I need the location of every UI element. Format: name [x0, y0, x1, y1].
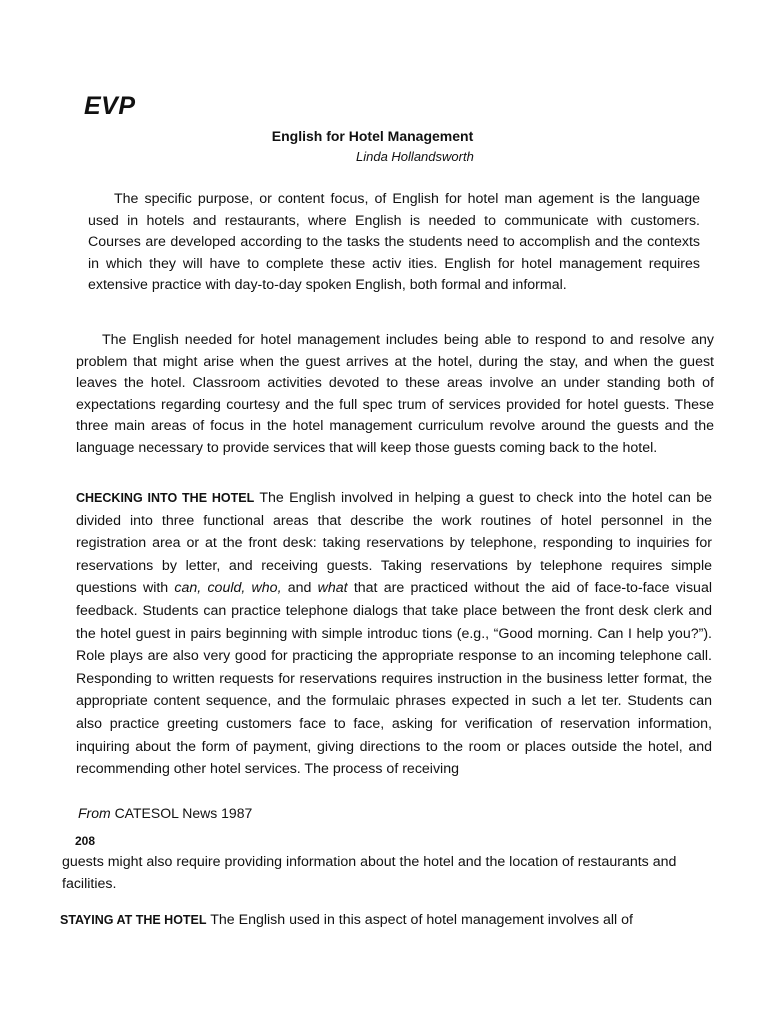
paragraph-checking-in-text-2: that are practiced without the aid of face-to-face visual feedback. Students can practice telephone dialogs that take place between the front desk clerk and the hotel guest in pairs beginning with simple introduc tions (e.g., “Good morning. Can I help you?”). Role plays are also very good for practicing the appropriate response to an incoming telephone call. Responding to written requests for reservations requires instruction in the business letter format, the appropriate content sequence, and the formulaic phrases expected in such a let ter. Students can also practice greeting customers face to face, asking for verification of reservation information, inquiring about the form of payment, giving directions to the room or places outside the hotel, and recommending other hotel services. The process of receiving — [76, 580, 712, 778]
paragraph-guests-continued: guests might also require providing information about the hotel and the location of restaurants and facilities. — [62, 854, 677, 892]
source-note — [78, 805, 252, 821]
article-author: Linda Hollandsworth — [356, 149, 474, 164]
paragraph-needs-text: The English needed for hotel management includes being able to respond to and resolve any problem that might arise when the guest arrives at the hotel, during the stay, and when the guest leaves the hotel. Classroom activities devoted to these areas involve an under standing both of expectations regarding courtesy and the full spec trum of services provided for hotel guests. These three main areas of focus in the hotel management curriculum revolve around the guests and the language necessary to provide services that will keep those guests coming back to the hotel. — [76, 332, 714, 456]
paragraph-staying-text: The English used in this aspect of hotel management involves all of — [206, 912, 633, 928]
conjunction-text: and — [281, 580, 318, 597]
paragraph-intro-text: The specific purpose, or content focus, of English for hotel man agement is the language used in hotels and restaurants, where English is needed to communicate with customers. Courses are developed according to the tasks the students need to accomplish and the contexts in which they will have to complete these activ ities. English for hotel management requires extensive practice with day-to-day spoken English, both formal and informal. — [88, 191, 700, 294]
paragraph-checking-in-text-1: The English involved in helping a guest to check into the hotel can be divided into three functional areas that describe the work routines of hotel personnel in the registration area or at the front desk: taking reservations by telephone, responding to inquiries for reservations by letter, and receiving guests. Taking reservations by telephone requires simple questions with — [76, 490, 712, 597]
paragraph-checking-in — [76, 487, 712, 781]
heading-checking-in: CHECKING INTO THE HOTEL — [76, 491, 255, 505]
paragraph-staying — [60, 910, 710, 932]
section-tag: EVP — [84, 92, 136, 120]
paragraph-needs — [76, 330, 714, 460]
article-title: English for Hotel Management — [271, 128, 474, 144]
paragraph-intro — [88, 189, 700, 297]
page-number: 208 — [75, 834, 96, 848]
source-prefix: From — [78, 805, 115, 821]
modal-verbs-text: can, could, who, — [174, 580, 282, 597]
heading-staying: STAYING AT THE HOTEL — [60, 913, 207, 927]
what-text: what — [317, 580, 348, 597]
source-name: CATESOL News 1987 — [114, 805, 253, 821]
